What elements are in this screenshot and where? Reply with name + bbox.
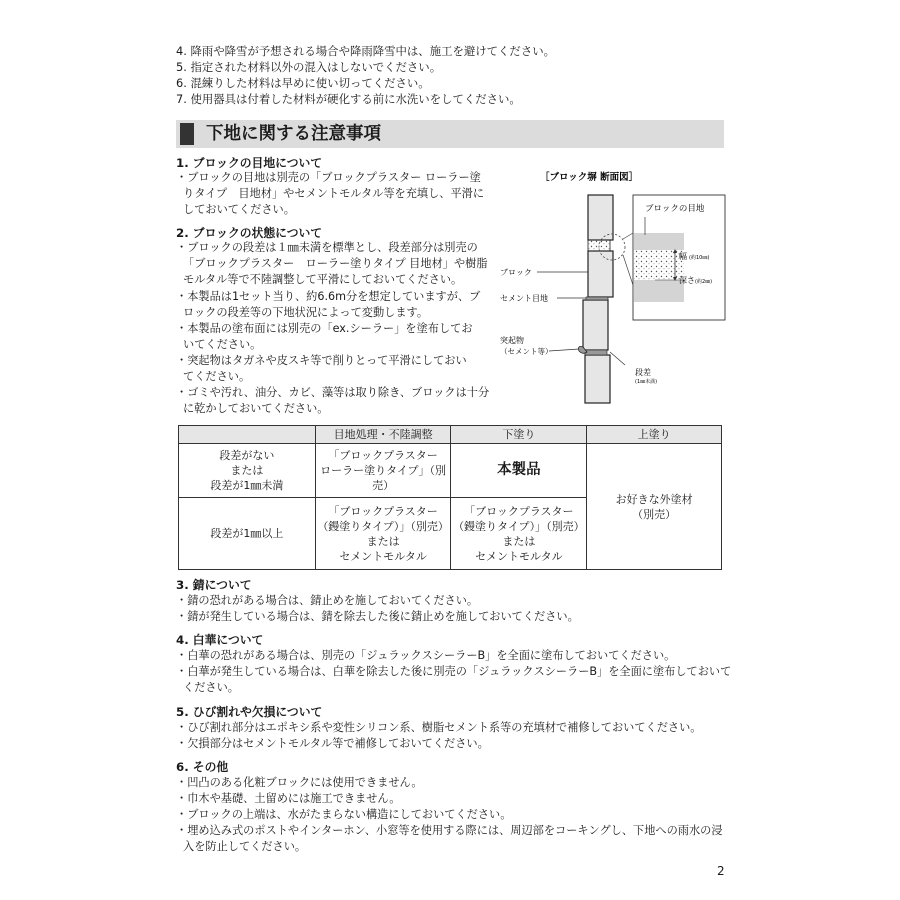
detail-block	[634, 233, 684, 250]
s2-line: ・ゴミや汚れ、油分、カビ、藻等は取り除き、ブロックは十分	[176, 386, 490, 399]
s4-line: ・白華の恐れがある場合は、別売の「ジュラックスシーラーB」を全面に塗布しておいてください。	[176, 649, 676, 662]
cement-joint	[585, 350, 607, 355]
cell-line: ローラー塗りタイプ」（別売）	[320, 464, 447, 492]
cell-line: または	[366, 534, 400, 548]
note-6: 6. 混練りした材料は早めに使い切ってください。	[176, 76, 430, 90]
table-cell	[315, 498, 451, 570]
table-cell	[587, 444, 722, 570]
detail-joint	[634, 250, 684, 280]
s5-heading: 5. ひび割れや欠損について	[176, 705, 323, 719]
cement-joint	[586, 297, 608, 300]
block	[583, 300, 608, 350]
s6-line: ・埋め込み式のポストやインターホン、小窓等を使用する際には、周辺部をコーキングし、下地への雨水の浸	[176, 824, 723, 837]
s4-heading: 4. 白華について	[176, 633, 264, 647]
protrusion-sub: （セメント等）	[500, 347, 553, 356]
s2-line: ・本製品の塗布面には別売の「ex.シーラー」を塗布してお	[176, 322, 473, 335]
block-label: ブロック	[500, 268, 532, 277]
step-label: 段差	[635, 368, 651, 377]
block-wall-diagram	[495, 165, 730, 415]
table-cell	[451, 444, 587, 498]
s6-line: ・巾木や基礎、土留めには施工できません。	[176, 792, 401, 805]
table-cell	[179, 444, 316, 498]
cell-line: 段差がない	[219, 449, 275, 462]
s2-line: いてください。	[183, 338, 262, 351]
page-number: 2	[717, 864, 725, 878]
this-product-label: 本製品	[497, 462, 541, 478]
s1-line: りタイプ 目地材」やセメントモルタル等を充填し、平滑に	[183, 187, 485, 200]
block	[588, 251, 613, 297]
cement-joint	[588, 240, 610, 251]
cement-joint-label: セメント目地	[500, 294, 548, 303]
note-4: 4. 降雨や降雪が予想される場合や降雨降雪中は、施工を避けてください。	[176, 44, 555, 58]
joint-label: ブロックの目地	[645, 204, 705, 214]
cell-line: お好きな外塗材	[615, 492, 693, 506]
table-header: 目地処理・不陸調整	[315, 426, 451, 444]
block	[585, 355, 610, 403]
table-header: 下塗り	[451, 426, 587, 444]
s2-line: モルタル等で不陸調整して平滑にしておいてください。	[183, 273, 463, 286]
note-7: 7. 使用器具は付着した材料が硬化する前に水洗いをしてください。	[176, 92, 521, 106]
s4-line: ・白華が発生している場合は、白華を除去した後に別売の「ジュラックスシーラーB」を全面に塗布しておいて	[176, 665, 732, 678]
s3-line: ・錆の恐れがある場合は、錆止めを施しておいてください。	[176, 594, 479, 607]
step-note: (1㎜未満)	[635, 379, 658, 385]
width-label: 幅	[679, 252, 687, 261]
section-header	[176, 120, 724, 148]
s1-heading: 1. ブロックの目地について	[176, 156, 323, 170]
cell-line: 段差が1㎜未満	[210, 479, 284, 492]
table-row	[179, 444, 722, 498]
s3-heading: 3. 錆について	[176, 578, 252, 592]
table-cell	[315, 444, 451, 498]
s1-line: しておいてください。	[183, 203, 295, 216]
cell-line: （鏝塗りタイプ）」（別売）	[317, 519, 449, 533]
s6-line: ・凹凸のある化粧ブロックには使用できません。	[176, 776, 423, 789]
s2-line: に乾かしておいてください。	[183, 402, 329, 415]
s6-line: 入を防止してください。	[183, 840, 307, 853]
s4-line: ください。	[183, 681, 239, 694]
table-header: 上塗り	[587, 426, 722, 444]
table-cell	[451, 498, 587, 570]
table-header-row	[179, 426, 722, 444]
cell-line: または	[502, 534, 536, 548]
width-note: (約10㎜)	[689, 255, 710, 261]
cell-line: または	[230, 464, 264, 477]
s2-line: てください。	[183, 370, 251, 383]
block	[588, 195, 613, 240]
s3-line: ・錆が発生している場合は、錆を除去した後に錆止めを施しておいてください。	[176, 610, 579, 623]
s2-line: ・突起物はタガネや皮スキ等で削りとって平滑にしておい	[176, 354, 467, 367]
cell-line: セメントモルタル	[475, 549, 563, 563]
s2-line: ロックの段差等の下地状況によって変動します。	[183, 306, 429, 319]
treatment-table	[178, 425, 722, 570]
depth-note: (約2㎜)	[695, 279, 713, 285]
diagram-title: ［ブロック塀 断面図］	[540, 172, 639, 183]
s5-line: ・ひび割れ部分はエポキシ系や変性シリコン系、樹脂セメント系等の充填材で補修しておいてください。	[176, 721, 702, 734]
cell-line: （別売）	[632, 507, 677, 521]
section-marker	[180, 123, 194, 145]
table-cell: 段差が1㎜以上	[179, 498, 316, 570]
cell-line: セメントモルタル	[339, 549, 427, 563]
s5-line: ・欠損部分はセメントモルタル等で補修しておいてください。	[176, 737, 489, 750]
note-5: 5. 指定された材料以外の混入はしないでください。	[176, 60, 442, 74]
depth-label: 深さ	[679, 276, 695, 285]
cell-line: 「ブロックプラスター	[464, 504, 574, 518]
detail-block	[634, 280, 684, 302]
s2-heading: 2. ブロックの状態について	[176, 226, 323, 240]
s2-line: ・本製品は1セット当り、約6.6m分を想定していますが、ブ	[176, 290, 481, 303]
s2-line: 「ブロックプラスター ローラー塗りタイプ 目地材」や樹脂	[183, 257, 488, 270]
s6-heading: 6. その他	[176, 760, 229, 774]
s6-line: ・ブロックの上端は、水がたまらない構造にしておいてください。	[176, 808, 512, 821]
cell-line: 「ブロックプラスター	[328, 504, 438, 518]
section-title: 下地に関する注意事項	[206, 124, 381, 144]
cell-line: （鏝塗りタイプ）」（別売）	[453, 519, 585, 533]
s2-line: ・ブロックの段差は１㎜未満を標準とし、段差部分は別売の	[176, 241, 478, 254]
s1-line: ・ブロックの目地は別売の「ブロックプラスター ローラー塗	[176, 171, 481, 184]
cell-line: 「ブロックプラスター	[328, 449, 438, 462]
table-header	[179, 426, 316, 444]
protrusion-label: 突起物	[500, 336, 524, 345]
